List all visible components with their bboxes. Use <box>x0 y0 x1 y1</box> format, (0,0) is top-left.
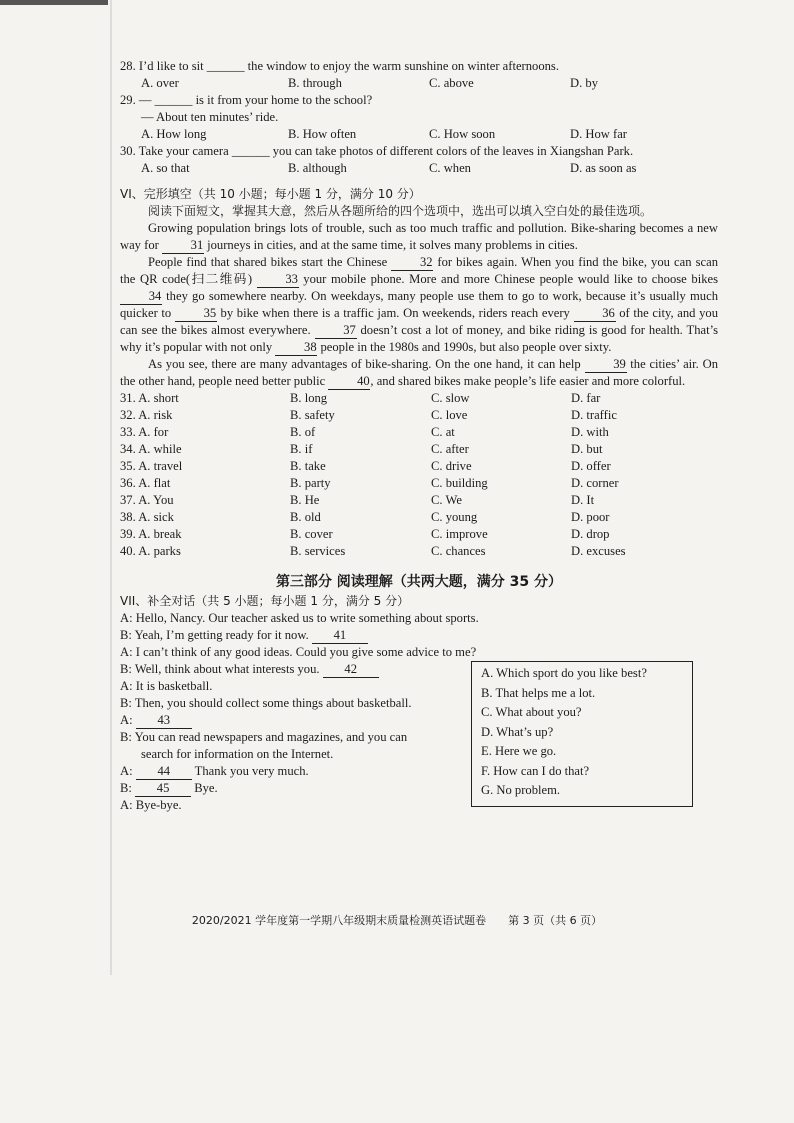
q28-options <box>120 75 718 92</box>
cloze-option: C. young <box>431 510 478 524</box>
dialogue-line-3: A: I can’t think of any good ideas. Could you give some advice to me? <box>120 645 477 659</box>
q30-option-b: B. although <box>288 161 347 175</box>
cloze-option: D. but <box>571 442 603 456</box>
cloze-text: As you see, there are many advantages of bike-sharing. On the one hand, it can help <box>148 357 585 371</box>
cloze-text: people in the 1980s and 1990s, but also people over sixty. <box>317 340 612 354</box>
cloze-option: 40. A. parks <box>120 544 181 558</box>
dialogue-line-8: B: You can read newspapers and magazines, and you can <box>120 730 408 744</box>
cloze-text: Growing population brings lots of trouble, such as too much traffic and pollution. Bike-sharing becomes a new way for <box>120 221 718 252</box>
blank-36: 36 <box>574 306 616 322</box>
cloze-option: 31. A. short <box>120 391 179 405</box>
cloze-option-row <box>120 492 718 509</box>
cloze-option-row <box>120 407 718 424</box>
blank-39: 39 <box>585 357 627 373</box>
cloze-option-row <box>120 509 718 526</box>
cloze-option: C. building <box>431 476 488 490</box>
q29-option-c: C. How soon <box>429 127 496 141</box>
cloze-option: D. poor <box>571 510 610 524</box>
q30-options <box>120 160 718 177</box>
dialogue-line-5: A: It is basketball. <box>120 679 213 693</box>
choice-a: A. Which sport do you like best? <box>481 666 647 680</box>
q29-option-d: D. How far <box>570 127 628 141</box>
dialogue-line-6: B: Then, you should collect some things about basketball. <box>120 696 412 710</box>
blank-37: 37 <box>315 323 357 339</box>
dialogue-text: Thank you very much. <box>191 764 309 778</box>
exam-page-content <box>120 58 718 814</box>
scan-fold-line <box>110 0 112 975</box>
cloze-option: D. traffic <box>571 408 617 422</box>
cloze-option: D. drop <box>571 527 610 541</box>
cloze-option: B. of <box>290 425 316 439</box>
q29-reply: — About ten minutes’ ride. <box>141 110 279 124</box>
cloze-options <box>120 390 718 560</box>
cloze-option-row <box>120 424 718 441</box>
q30-option-d: D. as soon as <box>570 161 637 175</box>
cloze-option: C. improve <box>431 527 488 541</box>
scan-edge-mark <box>0 0 108 5</box>
cloze-option: 39. A. break <box>120 527 182 541</box>
cloze-option-row <box>120 543 718 560</box>
q28-stem: 28. I’d like to sit ______ the window to enjoy the warm sunshine on winter afternoons. <box>120 59 559 73</box>
cloze-paragraph-3 <box>120 356 718 390</box>
cloze-option: 35. A. travel <box>120 459 183 473</box>
cloze-option: B. safety <box>290 408 335 422</box>
cloze-option-row <box>120 458 718 475</box>
q29-option-a: A. How long <box>141 127 207 141</box>
page-footer: 2020/2021 学年度第一学期八年级期末质量检测英语试题卷 第 3 页（共 6 页） <box>191 914 603 927</box>
part3-title: 第三部分 阅读理解（共两大题，满分 35 分） <box>275 574 563 590</box>
cloze-option: C. love <box>431 408 468 422</box>
q28-option-c: C. above <box>429 76 474 90</box>
cloze-option: 37. A. You <box>120 493 174 507</box>
blank-43: 43 <box>136 713 192 729</box>
cloze-text: by bike when there is a traffic jam. On weekends, riders reach every <box>216 306 574 320</box>
dialogue-heading: VII、补全对话（共 5 小题；每小题 1 分，满分 5 分） <box>120 594 410 608</box>
blank-32: 32 <box>391 255 433 271</box>
q30-option-c: C. when <box>429 161 471 175</box>
cloze-option: D. corner <box>571 476 619 490</box>
choice-c: C. What about you? <box>481 705 582 719</box>
dialogue-text: A: <box>120 713 136 727</box>
dialogue-choices-box <box>471 661 693 807</box>
cloze-option: B. take <box>290 459 326 473</box>
cloze-option: B. He <box>290 493 320 507</box>
dialogue-line-1: A: Hello, Nancy. Our teacher asked us to write something about sports. <box>120 611 479 625</box>
cloze-instruction: 阅读下面短文，掌握其大意，然后从各题所给的四个选项中，选出可以填入空白处的最佳选项。 <box>148 204 653 218</box>
cloze-text: , and shared bikes make people’s life easier and more colorful. <box>370 374 686 388</box>
cloze-heading: VI、完形填空（共 10 小题；每小题 1 分，满分 10 分） <box>120 187 421 201</box>
cloze-paragraph-2 <box>120 254 718 356</box>
cloze-text: doesn’t cost a lot of money, and bike riding is good for health. That’s why it’s popular with not only <box>120 323 718 354</box>
dialogue-line-2 <box>120 627 718 644</box>
choice-b: B. That helps me a lot. <box>481 685 596 700</box>
q30-option-a: A. so that <box>141 161 190 175</box>
cloze-option: D. far <box>571 391 601 405</box>
choice-d: D. What’s up? <box>481 724 554 739</box>
blank-41: 41 <box>312 628 368 644</box>
choice-f: F. How can I do that? <box>481 763 590 778</box>
cloze-option-row <box>120 526 718 543</box>
cloze-option: C. chances <box>431 544 486 558</box>
blank-31: 31 <box>162 238 204 254</box>
cloze-option: B. long <box>290 391 328 405</box>
cloze-paragraph-1 <box>120 220 718 254</box>
cloze-option-row <box>120 441 718 458</box>
cloze-option: D. excuses <box>571 544 626 558</box>
dialogue-text: Bye. <box>191 781 218 795</box>
cloze-option: 34. A. while <box>120 442 182 456</box>
dialogue-line-12: A: Bye-bye. <box>120 798 182 812</box>
blank-42: 42 <box>323 662 379 678</box>
cloze-option: D. with <box>571 425 609 439</box>
blank-40: 40 <box>328 374 370 390</box>
dialogue-text: B: Yeah, I’m getting ready for it now. <box>120 628 312 642</box>
cloze-option: C. drive <box>431 459 472 473</box>
cloze-text: journeys in cities, and at the same time, it solves many problems in cities. <box>203 238 578 252</box>
dialogue-text: B: Well, think about what interests you. <box>120 662 323 676</box>
cloze-option: C. We <box>431 493 462 507</box>
cloze-option: B. old <box>290 510 321 524</box>
cloze-option: C. at <box>431 425 455 439</box>
blank-44: 44 <box>136 764 192 780</box>
dialogue-line-9: search for information on the Internet. <box>141 747 334 761</box>
cloze-text: your mobile phone. More and more Chinese people would like to choose bikes <box>298 272 718 286</box>
cloze-text: of the city, and you can see the bikes almost everywhere. <box>120 306 719 337</box>
cloze-option-row <box>120 475 718 492</box>
cloze-option-row <box>120 390 718 407</box>
cloze-text: for bikes again. When you find the bike, you can scan the QR code(扫二维码) <box>120 255 718 286</box>
cloze-option: 32. A. risk <box>120 408 173 422</box>
blank-45: 45 <box>135 781 191 797</box>
q29-option-b: B. How often <box>288 127 357 141</box>
dialogue-text: B: <box>120 781 136 795</box>
cloze-option: D. It <box>571 493 595 507</box>
cloze-text: they go somewhere nearby. On weekdays, many people use them to go to work, because it’s usually much quicker to <box>120 289 718 320</box>
blank-34: 34 <box>120 289 162 305</box>
choice-e: E. Here we go. <box>481 744 557 758</box>
cloze-option: 33. A. for <box>120 425 169 439</box>
q28-option-a: A. over <box>141 76 179 90</box>
dialogue-section <box>120 610 718 814</box>
choice-g: G. No problem. <box>481 783 561 797</box>
cloze-option: B. cover <box>290 527 333 541</box>
cloze-option: B. if <box>290 442 313 456</box>
cloze-option: 36. A. flat <box>120 476 171 490</box>
cloze-option: C. slow <box>431 391 470 405</box>
cloze-option: D. offer <box>571 459 611 473</box>
cloze-option: C. after <box>431 442 469 456</box>
cloze-text: People find that shared bikes start the Chinese <box>148 255 392 269</box>
q28-option-d: D. by <box>570 76 598 90</box>
cloze-option: B. services <box>290 544 346 558</box>
blank-35: 35 <box>175 306 217 322</box>
q28-option-b: B. through <box>288 76 342 90</box>
blank-33: 33 <box>257 272 299 288</box>
q29-stem: 29. — ______ is it from your home to the school? <box>120 93 373 107</box>
cloze-option: 38. A. sick <box>120 510 174 524</box>
q29-options <box>120 126 718 143</box>
blank-38: 38 <box>275 340 317 356</box>
q30-stem: 30. Take your camera ______ you can take photos of different colors of the leaves in Xiangshan Park. <box>120 144 634 158</box>
dialogue-text: A: <box>120 764 136 778</box>
cloze-option: B. party <box>290 476 331 490</box>
cloze-text: the cities’ air. On the other hand, people need better public <box>120 357 718 388</box>
